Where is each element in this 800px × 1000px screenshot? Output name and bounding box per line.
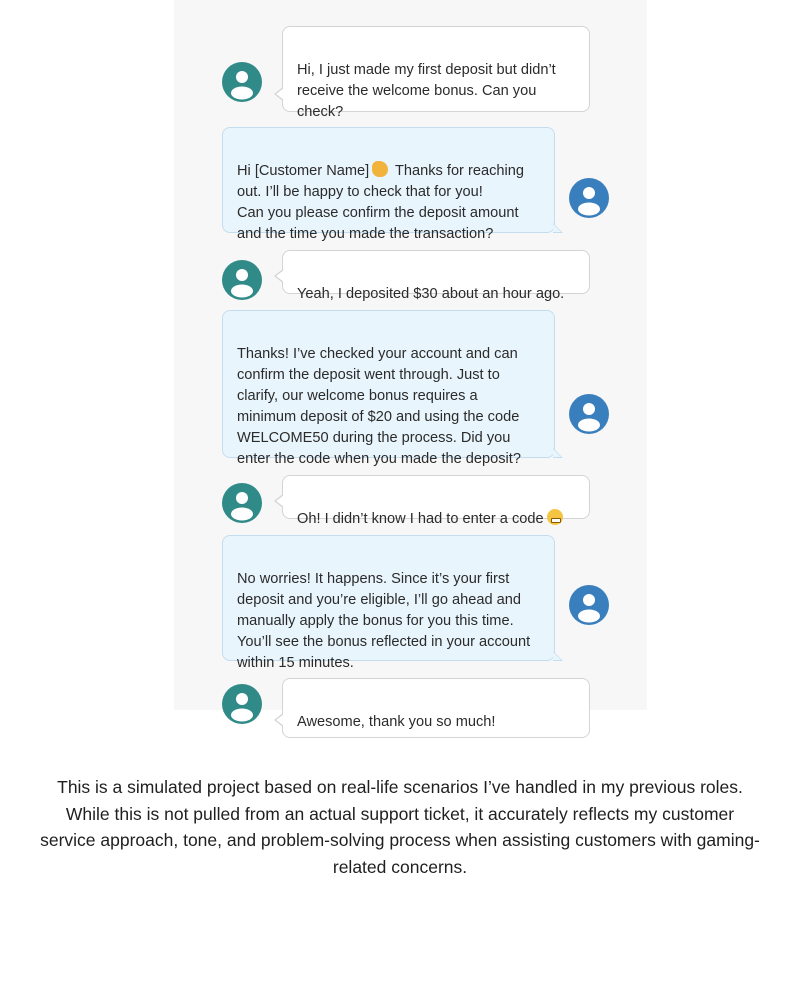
message-row-agent [174, 535, 647, 671]
message-text: Hi [Customer Name] [237, 163, 370, 179]
message-row-agent [174, 310, 647, 467]
customer-avatar-icon [222, 260, 262, 300]
message-text: Thanks! I’ve checked your account and can confirm the deposit went through. Just to clarify, our welcome bonus requires a minimum deposit of $20 and using the code WELCOME50 during the process. Did you enter the code when you made the deposit? [237, 346, 521, 467]
customer-message-bubble [282, 475, 590, 527]
message-text: No worries! It happens. Since it’s your first deposit and you’re eligible, I’ll go ahead and manually apply the bonus for you this time. You’ll see the bonus reflected in your account within 15 minutes. [237, 571, 531, 671]
agent-avatar-icon [569, 178, 609, 218]
agent-avatar-icon [569, 585, 609, 625]
message-row-customer [174, 250, 647, 302]
message-text: Oh! I didn’t know I had to enter a code [297, 511, 544, 527]
message-row-agent [174, 127, 647, 242]
agent-message-bubble [222, 310, 555, 467]
customer-message-bubble [282, 678, 590, 738]
message-text: Yeah, I deposited $30 about an hour ago. [297, 286, 565, 302]
customer-avatar-icon [222, 62, 262, 102]
agent-message-bubble [222, 127, 555, 242]
message-row-customer [174, 26, 647, 120]
customer-avatar-icon [222, 483, 262, 523]
message-row-customer [174, 678, 647, 738]
agent-avatar-icon [569, 394, 609, 434]
project-caption: This is a simulated project based on real-life scenarios I’ve handled in my previous roles. While this is not pulled from an actual support ticket, it accurately reflects my customer service approach, tone, and problem-solving process when assisting customers with gaming-related concerns. [40, 777, 760, 877]
agent-message-bubble [222, 535, 555, 671]
message-text: Hi, I just made my first deposit but didn’t receive the welcome bonus. Can you check? [297, 62, 556, 120]
waving-hand-icon [372, 161, 388, 177]
message-text: Thanks for reaching out. I’ll be happy to check that for you! Can you please confirm the deposit amount and the time you made the transaction? [237, 163, 524, 242]
message-row-customer [174, 475, 647, 527]
customer-message-bubble [282, 250, 590, 302]
customer-message-bubble [282, 26, 590, 120]
grimacing-face-icon [547, 509, 563, 525]
customer-avatar-icon [222, 684, 262, 724]
message-text: Awesome, thank you so much! [297, 714, 496, 730]
chat-transcript [174, 0, 647, 730]
